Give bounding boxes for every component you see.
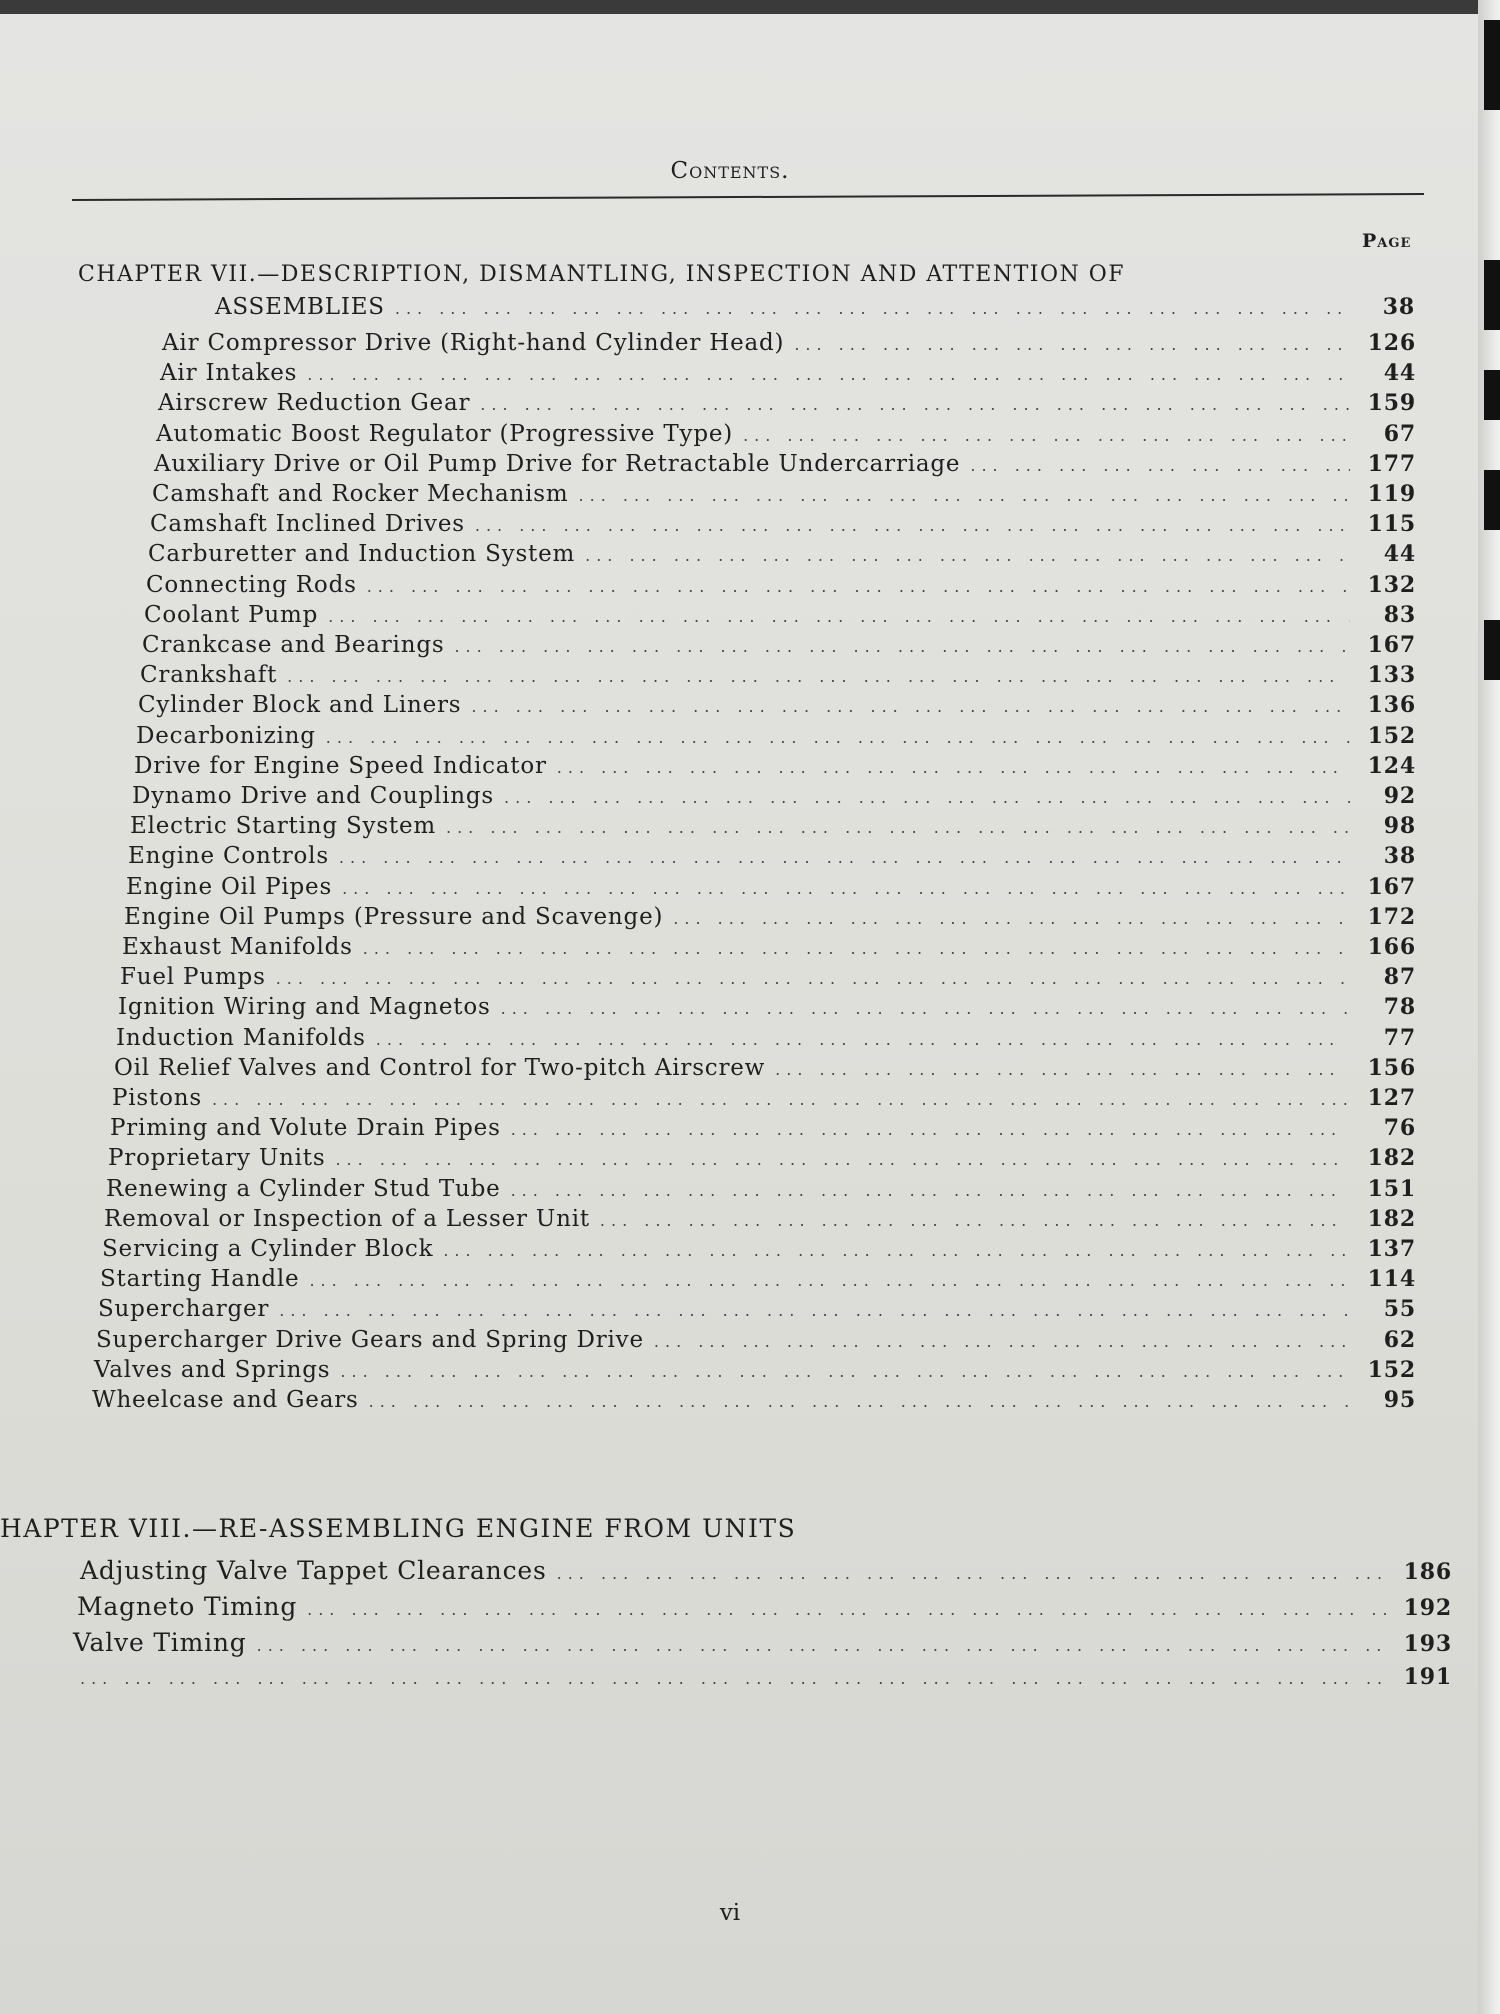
toc-entry bbox=[136, 723, 1416, 753]
binder-ring bbox=[1484, 370, 1500, 420]
dot-leader bbox=[376, 1030, 1350, 1049]
toc-entry-title: Exhaust Manifolds bbox=[122, 934, 353, 960]
toc-entry-title: Oil Relief Valves and Control for Two-pitch Airscrew bbox=[114, 1055, 766, 1081]
dot-leader bbox=[279, 1301, 1350, 1320]
toc-entry-page: 124 bbox=[1367, 753, 1416, 779]
toc-entry-page: 87 bbox=[1383, 964, 1416, 990]
toc-entry-page: 151 bbox=[1367, 1176, 1416, 1202]
toc-entry-page: 38 bbox=[1383, 843, 1416, 869]
dot-leader bbox=[673, 909, 1350, 928]
toc-entry-page: 159 bbox=[1367, 390, 1416, 416]
toc-entry bbox=[114, 1055, 1416, 1085]
dot-leader bbox=[276, 969, 1350, 988]
dot-leader bbox=[257, 1636, 1386, 1655]
toc-entry bbox=[120, 964, 1416, 994]
toc-entry bbox=[144, 602, 1416, 632]
toc-entry-page: 92 bbox=[1383, 783, 1416, 809]
toc-entry-page: 127 bbox=[1367, 1085, 1416, 1111]
toc-entry-title: Air Compressor Drive (Right-hand Cylinder Head) bbox=[162, 330, 785, 356]
toc-entry bbox=[158, 390, 1416, 420]
dot-leader bbox=[511, 1120, 1350, 1139]
dot-leader bbox=[501, 999, 1350, 1018]
toc-entry-title: Electric Starting System bbox=[130, 813, 436, 839]
toc-entry-page: 44 bbox=[1383, 541, 1416, 567]
toc-entry-page: 44 bbox=[1383, 360, 1416, 386]
dot-leader bbox=[339, 848, 1350, 867]
toc-entry bbox=[154, 451, 1416, 481]
toc-entry-title: Cylinder Block and Liners bbox=[138, 692, 462, 718]
dot-leader bbox=[80, 1669, 1386, 1688]
toc-entry bbox=[70, 1664, 1452, 1694]
toc-entry-page: 126 bbox=[1367, 330, 1416, 356]
dot-leader bbox=[367, 577, 1350, 596]
toc-entry-page: 152 bbox=[1367, 1357, 1416, 1383]
binder-ring bbox=[1484, 470, 1500, 530]
dot-leader bbox=[654, 1332, 1350, 1351]
toc-entry bbox=[92, 1387, 1416, 1417]
toc-entry bbox=[146, 572, 1416, 602]
chapter-8-heading: HAPTER VIII.—RE-ASSEMBLING ENGINE FROM UNITS bbox=[0, 1514, 797, 1543]
toc-entry bbox=[106, 1176, 1416, 1206]
dot-leader bbox=[307, 1600, 1386, 1619]
toc-entry-title: Crankcase and Bearings bbox=[142, 632, 445, 658]
toc-entry-title: Removal or Inspection of a Lesser Unit bbox=[104, 1206, 590, 1232]
dot-leader bbox=[970, 456, 1350, 475]
dot-leader bbox=[287, 667, 1350, 686]
toc-entry-title: Ignition Wiring and Magnetos bbox=[118, 994, 491, 1020]
toc-entry-title: Coolant Pump bbox=[144, 602, 319, 628]
toc-entry bbox=[148, 541, 1416, 571]
toc-entry-title: Airscrew Reduction Gear bbox=[158, 390, 471, 416]
toc-entry-page: 77 bbox=[1383, 1025, 1416, 1051]
toc-entry-title: Starting Handle bbox=[100, 1266, 300, 1292]
dot-leader bbox=[511, 1181, 1350, 1200]
dot-leader bbox=[309, 1271, 1350, 1290]
binder-ring bbox=[1484, 20, 1500, 110]
dot-leader bbox=[363, 939, 1350, 958]
toc-entry-page: 98 bbox=[1383, 813, 1416, 839]
toc-entry bbox=[98, 1296, 1416, 1326]
toc-entry bbox=[112, 1085, 1416, 1115]
toc-entry bbox=[124, 904, 1416, 934]
toc-entry-title: Dynamo Drive and Couplings bbox=[132, 783, 495, 809]
dot-leader bbox=[443, 1241, 1350, 1260]
toc-entry-title: Crankshaft bbox=[140, 662, 278, 688]
dot-leader bbox=[557, 1564, 1386, 1583]
dot-leader bbox=[743, 426, 1350, 445]
toc-entry-page: 166 bbox=[1367, 934, 1416, 960]
toc-entry bbox=[77, 1592, 1452, 1622]
dot-leader bbox=[585, 546, 1350, 565]
toc-entry-title: Drive for Engine Speed Indicator bbox=[134, 753, 547, 779]
toc-entry-page: 95 bbox=[1383, 1387, 1416, 1413]
binder-ring bbox=[1484, 620, 1500, 680]
toc-entry bbox=[108, 1145, 1416, 1175]
toc-entry bbox=[102, 1236, 1416, 1266]
toc-entry-page: 83 bbox=[1383, 602, 1416, 628]
toc-entry bbox=[134, 753, 1416, 783]
dot-leader bbox=[475, 516, 1350, 535]
toc-entry-title: Servicing a Cylinder Block bbox=[102, 1236, 434, 1262]
toc-entry-title: Valve Timing bbox=[73, 1628, 247, 1657]
toc-entry bbox=[140, 662, 1416, 692]
toc-entry-title: Renewing a Cylinder Stud Tube bbox=[106, 1176, 501, 1202]
dot-leader bbox=[340, 1362, 1350, 1381]
toc-entry-page: 167 bbox=[1367, 632, 1416, 658]
toc-entry-page: 152 bbox=[1367, 723, 1416, 749]
toc-entry bbox=[128, 843, 1416, 873]
dot-leader bbox=[775, 1060, 1350, 1079]
chapter-7-heading-cont: ASSEMBLIES bbox=[215, 294, 385, 320]
toc-entry-page: 182 bbox=[1367, 1206, 1416, 1232]
dot-leader bbox=[335, 1150, 1350, 1169]
dot-leader bbox=[579, 486, 1350, 505]
dot-leader bbox=[454, 637, 1350, 656]
toc-entry-title: Air Intakes bbox=[160, 360, 298, 386]
toc-entry bbox=[73, 1628, 1452, 1658]
toc-entry-page: 182 bbox=[1367, 1145, 1416, 1171]
toc-entry-page: 192 bbox=[1403, 1595, 1452, 1621]
toc-entry-title: Valves and Springs bbox=[94, 1357, 331, 1383]
toc-entry-page: 78 bbox=[1383, 994, 1416, 1020]
toc-entry-page: 114 bbox=[1367, 1266, 1416, 1292]
page-column-heading: Page bbox=[1362, 230, 1412, 252]
toc-entry-title: Proprietary Units bbox=[108, 1145, 326, 1171]
toc-entry-page: 137 bbox=[1367, 1236, 1416, 1262]
toc-entry-page: 186 bbox=[1403, 1559, 1452, 1585]
toc-entry-title: Carburetter and Induction System bbox=[148, 541, 576, 567]
toc-entry-title: Engine Oil Pipes bbox=[126, 874, 333, 900]
toc-entry bbox=[118, 994, 1416, 1024]
toc-entry-title: Induction Manifolds bbox=[116, 1025, 366, 1051]
toc-entry-page: 193 bbox=[1403, 1631, 1452, 1657]
toc-entry-title: Camshaft Inclined Drives bbox=[150, 511, 465, 537]
toc-entry-page: 67 bbox=[1383, 421, 1416, 447]
toc-entry bbox=[94, 1357, 1416, 1387]
toc-entry-page: 133 bbox=[1367, 662, 1416, 688]
toc-entry bbox=[152, 481, 1416, 511]
toc-entry bbox=[130, 813, 1416, 843]
dot-leader bbox=[794, 335, 1350, 354]
toc-entry-title: Engine Oil Pumps (Pressure and Scavenge) bbox=[124, 904, 664, 930]
toc-entry bbox=[100, 1266, 1416, 1296]
dot-leader bbox=[446, 818, 1350, 837]
toc-entry bbox=[142, 632, 1416, 662]
toc-entry bbox=[156, 421, 1416, 451]
toc-entry-title: Decarbonizing bbox=[136, 723, 316, 749]
toc-entry-title: Fuel Pumps bbox=[120, 964, 266, 990]
toc-entry-page: 191 bbox=[1403, 1664, 1452, 1690]
binder-ring bbox=[1484, 260, 1500, 330]
toc-entry-title: Priming and Volute Drain Pipes bbox=[110, 1115, 501, 1141]
toc-entry bbox=[126, 874, 1416, 904]
toc-entry-title: Pistons bbox=[112, 1085, 202, 1111]
toc-entry-title: Supercharger bbox=[98, 1296, 270, 1322]
toc-entry-title: Auxiliary Drive or Oil Pump Drive for Retractable Undercarriage bbox=[154, 451, 961, 477]
toc-entry-page: 132 bbox=[1367, 572, 1416, 598]
toc-entry bbox=[122, 934, 1416, 964]
toc-entry bbox=[110, 1115, 1416, 1145]
dot-leader bbox=[600, 1211, 1350, 1230]
toc-entry bbox=[138, 692, 1416, 722]
toc-entry-page: 136 bbox=[1367, 692, 1416, 718]
toc-entry bbox=[116, 1025, 1416, 1055]
toc-entry bbox=[150, 511, 1416, 541]
toc-entry-page: 119 bbox=[1367, 481, 1416, 507]
toc-entry-title: Magneto Timing bbox=[77, 1592, 298, 1621]
toc-entry bbox=[160, 360, 1416, 390]
toc-entry-page: 76 bbox=[1383, 1115, 1416, 1141]
toc-entry: ASSEMBLIES ... . 38 bbox=[215, 294, 1415, 324]
dot-leader bbox=[471, 697, 1350, 716]
dot-leader bbox=[212, 1090, 1350, 1109]
toc-entry bbox=[104, 1206, 1416, 1236]
chapter-7-heading: CHAPTER VII.—DESCRIPTION, DISMANTLING, INSPECTION AND ATTENTION OF bbox=[78, 262, 1126, 287]
toc-entry-title: Adjusting Valve Tappet Clearances bbox=[80, 1556, 547, 1585]
toc-entry bbox=[162, 330, 1416, 360]
toc-entry bbox=[96, 1327, 1416, 1357]
toc-entry-page: 156 bbox=[1367, 1055, 1416, 1081]
title-rule bbox=[72, 193, 1424, 201]
toc-entry bbox=[80, 1556, 1452, 1586]
dot-leader bbox=[480, 395, 1350, 414]
toc-entry-page: 115 bbox=[1367, 511, 1416, 537]
toc-entry bbox=[132, 783, 1416, 813]
dot-leader bbox=[369, 1392, 1350, 1411]
toc-entry-title: Automatic Boost Regulator (Progressive Type) bbox=[156, 421, 734, 447]
toc-entry-page: 177 bbox=[1367, 451, 1416, 477]
page-title: Contents. bbox=[670, 158, 790, 184]
dot-leader bbox=[326, 728, 1350, 747]
dot-leader bbox=[307, 365, 1350, 384]
page-number: vi bbox=[719, 1900, 741, 1926]
toc-entry-page: 167 bbox=[1367, 874, 1416, 900]
toc-entry-page: 62 bbox=[1383, 1327, 1416, 1353]
dot-leader bbox=[504, 788, 1350, 807]
toc-entry-page: 172 bbox=[1367, 904, 1416, 930]
toc-entry-title: Engine Controls bbox=[128, 843, 329, 869]
toc-entry-title: Camshaft and Rocker Mechanism bbox=[152, 481, 569, 507]
dot-leader bbox=[328, 607, 1350, 626]
toc-entry-page: 55 bbox=[1383, 1296, 1416, 1322]
dot-leader bbox=[557, 758, 1350, 777]
dot-leader bbox=[342, 879, 1350, 898]
toc-entry-title: Supercharger Drive Gears and Spring Drive bbox=[96, 1327, 644, 1353]
toc-entry-title: Connecting Rods bbox=[146, 572, 357, 598]
toc-entry-title: Wheelcase and Gears bbox=[92, 1387, 359, 1413]
top-edge-shadow bbox=[0, 0, 1500, 14]
